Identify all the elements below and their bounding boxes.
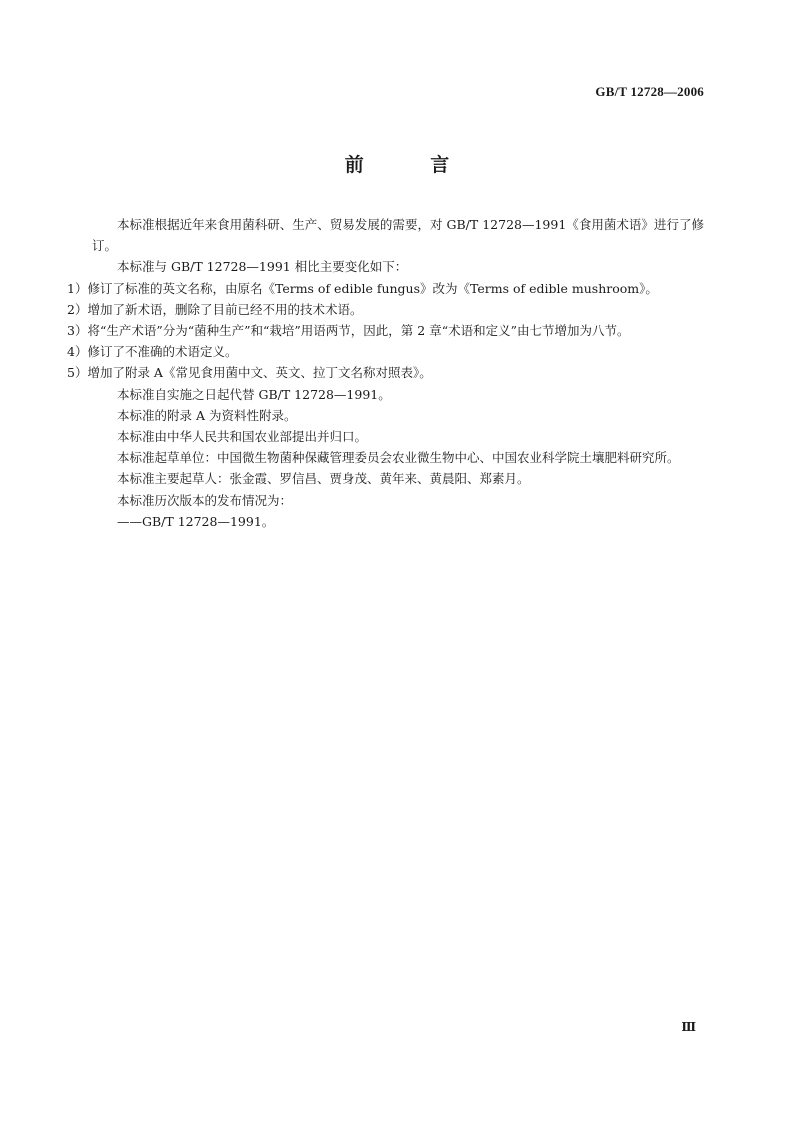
paragraph-changes-intro: 本标准与 GB/T 12728—1991 相比主要变化如下： [117,259,408,275]
paragraph-drafting-units: 本标准起草单位：中国微生物菌种保藏管理委员会农业微生物中心、中国农业科学院土壤肥料研究所。 [117,450,680,466]
paragraph-appendix: 本标准的附录 A 为资料性附录。 [117,407,297,423]
paragraph-previous-version: ——GB/T 12728—1991。 [117,513,275,529]
list-item: 1）修订了标准的英文名称，由原名《Terms of edible fungus》改为《Terms of edible mushroom》。 [67,280,658,296]
list-item: 4）修订了不准确的术语定义。 [67,344,238,360]
standard-code: GB/T 12728—2006 [595,84,704,99]
paragraph-proposer: 本标准由中华人民共和国农业部提出并归口。 [117,429,368,445]
paragraph-version-history: 本标准历次版本的发布情况为： [117,492,293,508]
document-body [67,214,704,532]
paragraph-drafters: 本标准主要起草人：张金霞、罗信昌、贾身茂、黄年来、黄晨阳、郑素月。 [117,471,530,487]
paragraph-revision-basis: 本标准根据近年来食用菌科研、生产、贸易发展的需要，对 GB/T 12728—1991《食用菌术语》进行了修订。 [92,217,704,254]
list-item: 5）增加了附录 A《常见食用菌中文、英文、拉丁文名称对照表》。 [67,365,432,381]
list-item: 3）将“生产术语”分为“菌种生产”和“栽培”用语两节，因此，第 2 章“术语和定义”由七节增加为八节。 [67,323,630,339]
list-item: 2）增加了新术语，删除了目前已经不用的技术术语。 [67,301,363,317]
paragraph-replacement: 本标准自实施之日起代替 GB/T 12728—1991。 [117,386,391,402]
page-title: 前 言 [344,154,480,176]
page-number: Ⅲ [681,1020,696,1034]
